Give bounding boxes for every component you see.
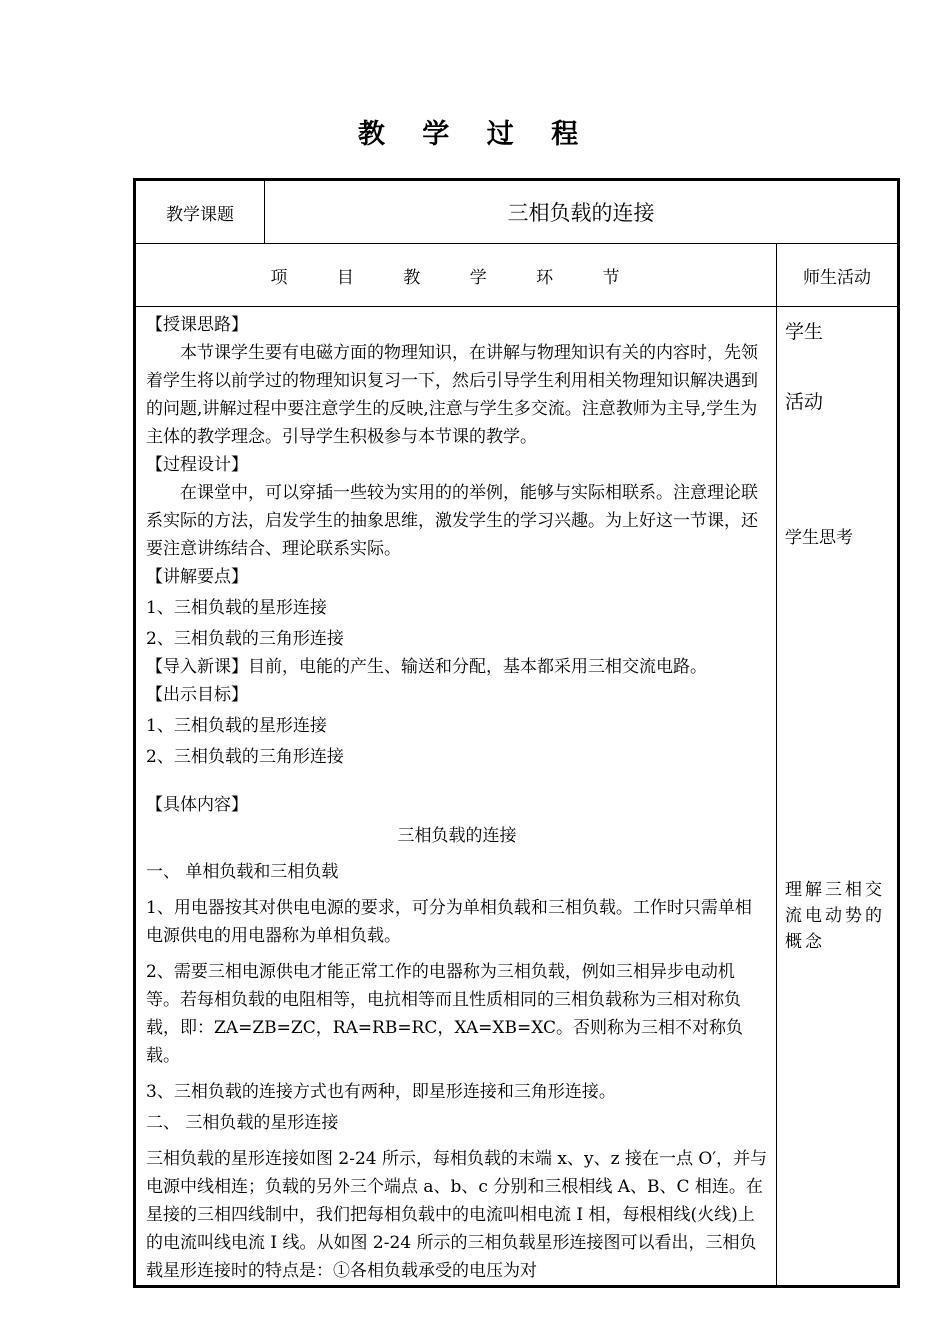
lesson-table	[133, 178, 900, 1288]
activity-note-3: 学生思考	[785, 528, 853, 548]
intro-line: 【导入新课】目前，电能的产生、输送和分配，基本都采用三相交流电路。	[146, 657, 707, 677]
content-paragraph-1: 1、用电器按其对供电电源的要求，可分为单相负载和三相负载。工作时只需单相电源供电的用电器称为单相负载。	[146, 898, 752, 946]
activity-cell	[777, 307, 899, 1287]
content-paragraph-2: 2、需要三相电源供电才能正常工作的电器称为三相负载，例如三相异步电动机等。若每相负载的电阻相等，电抗相等而且性质相同的三相负载称为三相对称负载，即：ZA=ZB=ZC，RA=RB=RC，XA=XB=XC。否则称为三相不对称负载。	[146, 962, 744, 1066]
topic-value: 三相负载的连接	[265, 180, 899, 244]
keypoint-2: 2、三相负载的三角形连接	[146, 629, 344, 649]
content-cell	[135, 307, 777, 1287]
section-2-heading: 二、 三相负载的星形连接	[146, 1113, 339, 1133]
project-label: 项 目 教 学 环 节	[135, 244, 777, 307]
topic-label: 教学课题	[135, 180, 265, 244]
goal-2: 2、三相负载的三角形连接	[146, 747, 344, 767]
content-subtitle: 三相负载的连接	[397, 826, 517, 846]
header-row	[135, 244, 899, 307]
heading-approach: 【授课思路】	[146, 315, 248, 335]
activity-note-4: 理解三相交流电动势的概念	[785, 880, 885, 952]
heading-goals: 【出示目标】	[146, 685, 248, 705]
content-row	[135, 307, 899, 1287]
activity-label: 师生活动	[777, 244, 899, 307]
section-1-heading: 一、 单相负载和三相负载	[146, 862, 339, 882]
goal-1: 1、三相负载的星形连接	[146, 716, 327, 736]
activity-note-2: 活动	[785, 391, 824, 413]
keypoint-1: 1、三相负载的星形连接	[146, 598, 327, 618]
activity-note-1: 学生	[785, 321, 824, 343]
heading-keypoints: 【讲解要点】	[146, 567, 248, 587]
content-paragraph-3: 3、三相负载的连接方式也有两种，即星形连接和三角形连接。	[146, 1082, 616, 1102]
content-paragraph-4: 三相负载的星形连接如图 2-24 所示，每相负载的末端 x、y、z 接在一点 O′，并与电源中线相连；负载的另外三个端点 a、b、c 分别和三根相线 A、B、C 相连。在星接的三相四线制中，我们把每相负载中的电流叫相电流 I 相，每根相线(火线)上的电流叫线电流 I 线。从如图 2-24 所示的三相负载星形连接图可以看出，三相负载星形连接时的特点是：①各相负载承受的电压为对	[146, 1149, 768, 1281]
heading-content: 【具体内容】	[146, 795, 248, 815]
heading-design: 【过程设计】	[146, 455, 248, 475]
page-title: 教 学 过 程	[357, 119, 593, 150]
paragraph-approach: 本节课学生要有电磁方面的物理知识，在讲解与物理知识有关的内容时，先领着学生将以前学过的物理知识复习一下，然后引导学生利用相关物理知识解决遇到的问题,讲解过程中要注意学生的反映,注意与学生多交流。注意教师为主导,学生为主体的教学理念。引导学生积极参与本节课的教学。	[146, 343, 758, 447]
topic-row	[135, 180, 899, 244]
paragraph-design: 在课堂中，可以穿插一些较为实用的的举例，能够与实际相联系。注意理论联系实际的方法，启发学生的抽象思维，激发学生的学习兴趣。为上好这一节课，还要注意讲练结合、理论联系实际。	[146, 483, 758, 559]
